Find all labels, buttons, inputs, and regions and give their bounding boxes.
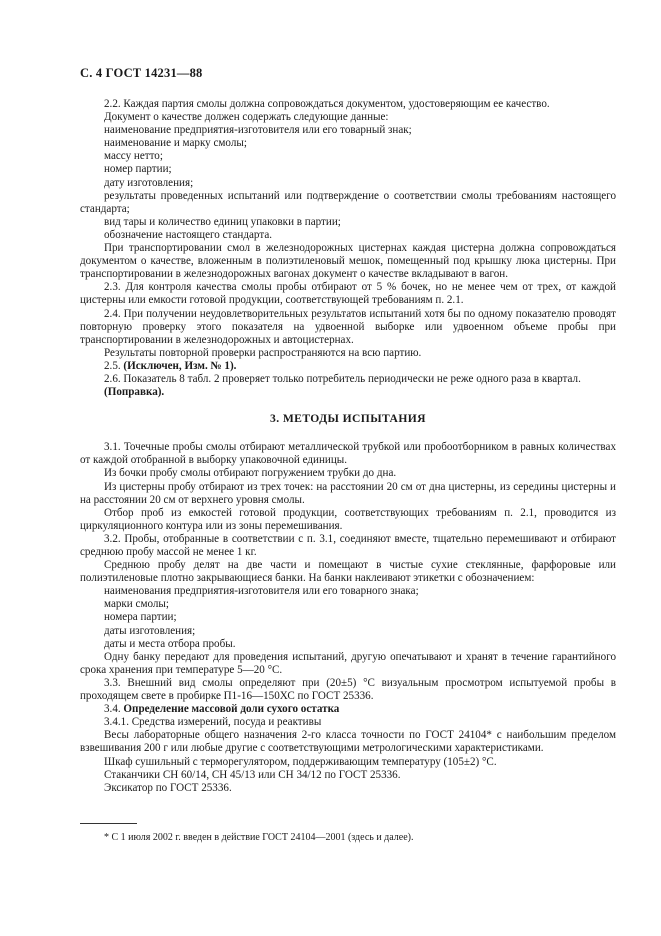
section-heading: 3. МЕТОДЫ ИСПЫТАНИЯ xyxy=(270,412,426,426)
paragraph: Отбор проб из емкостей готовой продукции, соответствующих требованиям п. 2.1, проводится из циркуляционного контура или из зоны перемешивания. xyxy=(80,506,616,532)
list-item: результаты проведенных испытаний или подтверждение о соответствии смолы требованиям настоящего стандарта; xyxy=(80,189,616,215)
paragraph: Стаканчики СН 60/14, СН 45/13 или СН 34/12 по ГОСТ 25336. xyxy=(104,768,401,781)
paragraph-3-1: 3.1. Точечные пробы смолы отбирают металлической трубкой или пробоотборником в равных количествах от каждой отобранной в выборку упаковочной единицы. xyxy=(80,441,616,467)
paragraph: Весы лабораторные общего назначения 2-го класса точности по ГОСТ 24104* с наибольшим пределом взвешивания 200 г или любые другие с соответствующими метрологическими характеристиками. xyxy=(80,729,616,755)
list-item: вид тары и количество единиц упаковки в партии; xyxy=(104,215,341,228)
paragraph-2-3: 2.3. Для контроля качества смолы пробы отбирают от 5 % бочек, но не менее чем от трех, от каждой цистерны или емкости готовой продукции, соответствующей требованиям п. 2.1. xyxy=(80,281,616,307)
paragraph: Одну банку передают для проведения испытаний, другую опечатывают и хранят в течение гарантийного срока хранения при температуре 5—20 °С. xyxy=(80,650,616,676)
paragraph-3-2: 3.2. Пробы, отобранные в соответствии с п. 3.1, соединяют вместе, тщательно перемешивают и отбирают среднюю пробу массой не менее 1 кг. xyxy=(80,532,616,558)
list-item: дату изготовления; xyxy=(104,176,194,189)
list-item: обозначение настоящего стандарта. xyxy=(104,228,273,241)
list-item: номер партии; xyxy=(104,163,172,176)
footnote: * С 1 июля 2002 г. введен в действие ГОСТ 24104—2001 (здесь и далее). xyxy=(104,832,414,843)
paragraph-number: 3.4. xyxy=(104,703,121,716)
paragraph-3-4-1: 3.4.1. Средства измерений, посуда и реактивы xyxy=(104,716,322,729)
paragraph-2-5 xyxy=(80,360,616,373)
paragraph-3-3: 3.3. Внешний вид смолы определяют при (20±5) °С визуальным просмотром испытуемой пробы в проходящем свете в пробирке П1-16—150ХС по ГОСТ 25336. xyxy=(80,676,616,703)
paragraph: Среднюю пробу делят на две части и помещают в чистые сухие стеклянные, фарфоровые или полиэтиленовые плотно закрывающиеся банки. На банки наклеивают этикетки с обозначением: xyxy=(80,559,616,585)
paragraph-3-4 xyxy=(80,703,616,716)
amendment-note: (Поправка). xyxy=(104,386,165,399)
paragraph: Из бочки пробу смолы отбирают погружением трубки до дна. xyxy=(104,467,397,480)
document-body xyxy=(80,98,616,795)
list-item: наименование предприятия-изготовителя или его товарный знак; xyxy=(104,124,412,137)
paragraph-2-4: 2.4. При получении неудовлетворительных результатов испытаний хотя бы по одному показателю проводят повторную проверку этого показателя на удвоенной выборке или удвоенном объеме пробы при транспортировании в железнодорожных и автоцистернах. xyxy=(80,307,616,346)
list-item: наименование и марку смолы; xyxy=(104,137,247,150)
paragraph: При транспортировании смол в железнодорожных цистернах каждая цистерна должна сопровождаться документом о качестве, вложенным в полиэтиленовый мешок, помещенный под крышку люка цистерны. При транспортировании в железнодорожных вагонах документ о качестве вкладывают в вагон. xyxy=(80,242,616,281)
paragraph-2-2: 2.2. Каждая партия смолы должна сопровождаться документом, удостоверяющим ее качество. xyxy=(104,98,550,110)
footnote-separator xyxy=(80,823,137,824)
list-item: наименования предприятия-изготовителя или его товарного знака; xyxy=(104,585,419,598)
paragraph: Шкаф сушильный с терморегулятором, поддерживающим температуру (105±2) °С. xyxy=(104,755,497,768)
paragraph-2-6: 2.6. Показатель 8 табл. 2 проверяет только потребитель периодически не реже одного раза в квартал. xyxy=(104,372,581,385)
list-item: массу нетто; xyxy=(104,150,163,163)
list-item: даты изготовления; xyxy=(104,624,196,637)
list-item: номера партии; xyxy=(104,611,177,624)
paragraph: Эксикатор по ГОСТ 25336. xyxy=(104,781,232,794)
paragraph: Из цистерны пробу отбирают из трех точек: на расстоянии 20 см от дна цистерны, из середины цистерны и на расстоянии 20 см от верхнего уровня смолы. xyxy=(80,480,616,506)
list-item: марки смолы; xyxy=(104,598,169,611)
list-item: даты и места отбора пробы. xyxy=(104,637,236,650)
subsection-title: Определение массовой доли сухого остатка xyxy=(123,703,340,716)
paragraph-number: 2.5. xyxy=(104,359,121,372)
page-header: С. 4 ГОСТ 14231—88 xyxy=(80,66,203,80)
paragraph: Результаты повторной проверки распространяются на всю партию. xyxy=(104,346,422,359)
paragraph: Документ о качестве должен содержать следующие данные: xyxy=(104,111,389,124)
excluded-note: (Исключен, Изм. № 1). xyxy=(123,359,237,372)
